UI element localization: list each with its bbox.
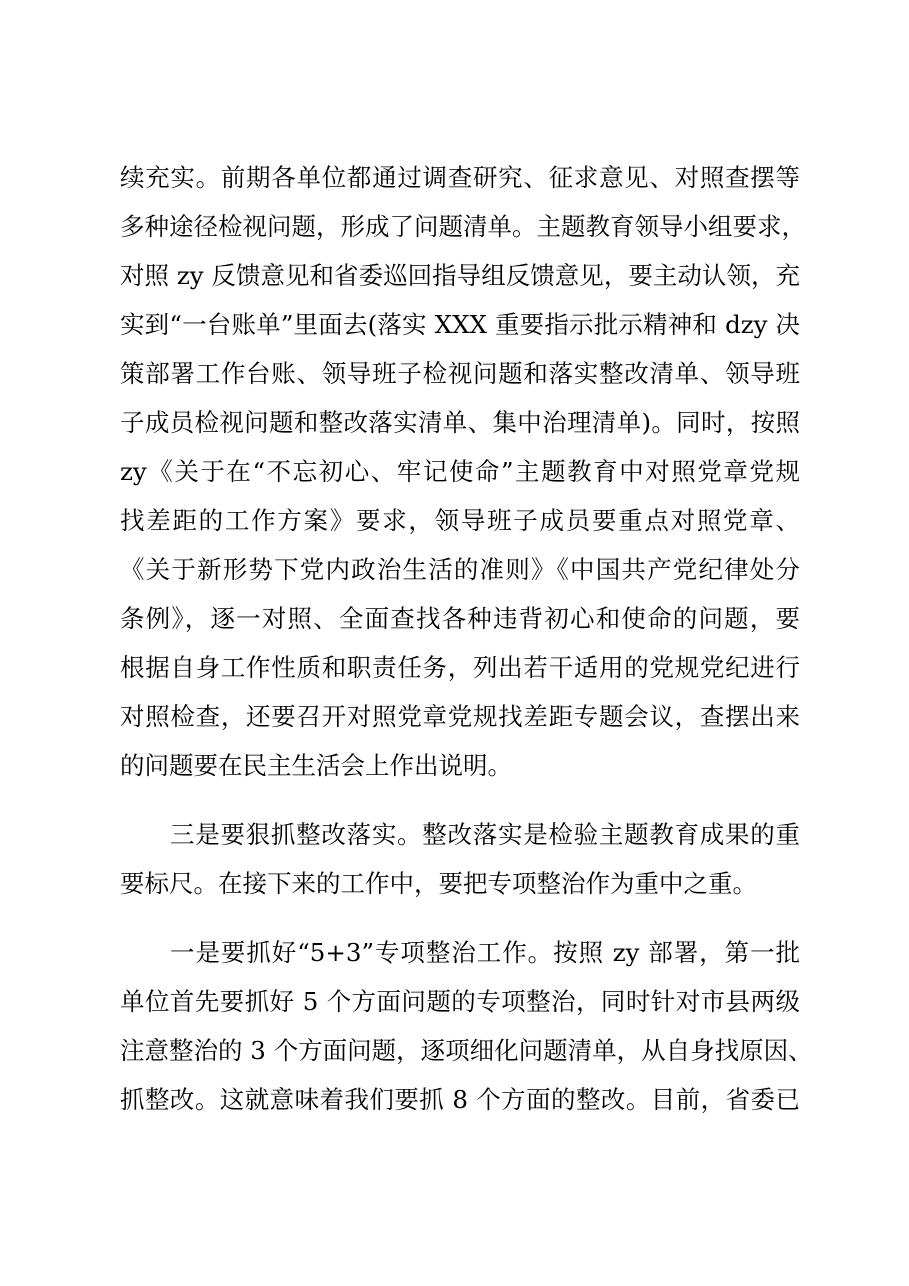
text-line: 注意整治的 3 个方面问题，逐项细化问题清单，从自身找原因、 [120, 1036, 813, 1065]
text-line: 实到“一台账单”里面去(落实 XXX 重要指示批示精神和 dzy 决 [120, 310, 800, 339]
text-line: 对照检查，还要召开对照党章党规找差距专题会议，查摆出来 [120, 702, 800, 731]
text-line: 根据自身工作性质和职责任务，列出若干适用的党规党纪进行 [120, 653, 800, 682]
text-line: 三是要狠抓整改落实。整改落实是检验主题教育成果的重 [170, 820, 800, 849]
text-line: 要标尺。在接下来的工作中，要把专项整治作为重中之重。 [120, 869, 757, 898]
text-line: 的问题要在民主生活会上作出说明。 [120, 751, 512, 780]
text-line: 找差距的工作方案》要求，领导班子成员要重点对照党章、 [120, 506, 800, 535]
text-line: 条例》，逐一对照、全面查找各种违背初心和使命的问题，要 [120, 604, 800, 633]
text-line: 子成员检视问题和整改落实清单、集中治理清单)。同时，按照 [120, 408, 800, 437]
text-line: 多种途径检视问题，形成了问题清单。主题教育领导小组要求， [120, 212, 806, 241]
text-line: 续充实。前期各单位都通过调查研究、征求意见、对照查摆等 [120, 163, 800, 192]
text-line: 单位首先要抓好 5 个方面问题的专项整治，同时针对市县两级 [120, 987, 800, 1016]
text-line: 抓整改。这就意味着我们要抓 8 个方面的整改。目前，省委已 [120, 1085, 800, 1114]
text-line: 一是要抓好“5+3”专项整治工作。按照 zy 部署，第一批 [170, 938, 800, 967]
text-line: 策部署工作台账、领导班子检视问题和落实整改清单、领导班 [120, 359, 800, 388]
text-line: 对照 zy 反馈意见和省委巡回指导组反馈意见，要主动认领，充 [120, 261, 800, 290]
text-line: 《关于新形势下党内政治生活的准则》《中国共产党纪律处分 [120, 555, 800, 584]
text-line: zy《关于在“不忘初心、牢记使命”主题教育中对照党章党规 [120, 457, 800, 486]
